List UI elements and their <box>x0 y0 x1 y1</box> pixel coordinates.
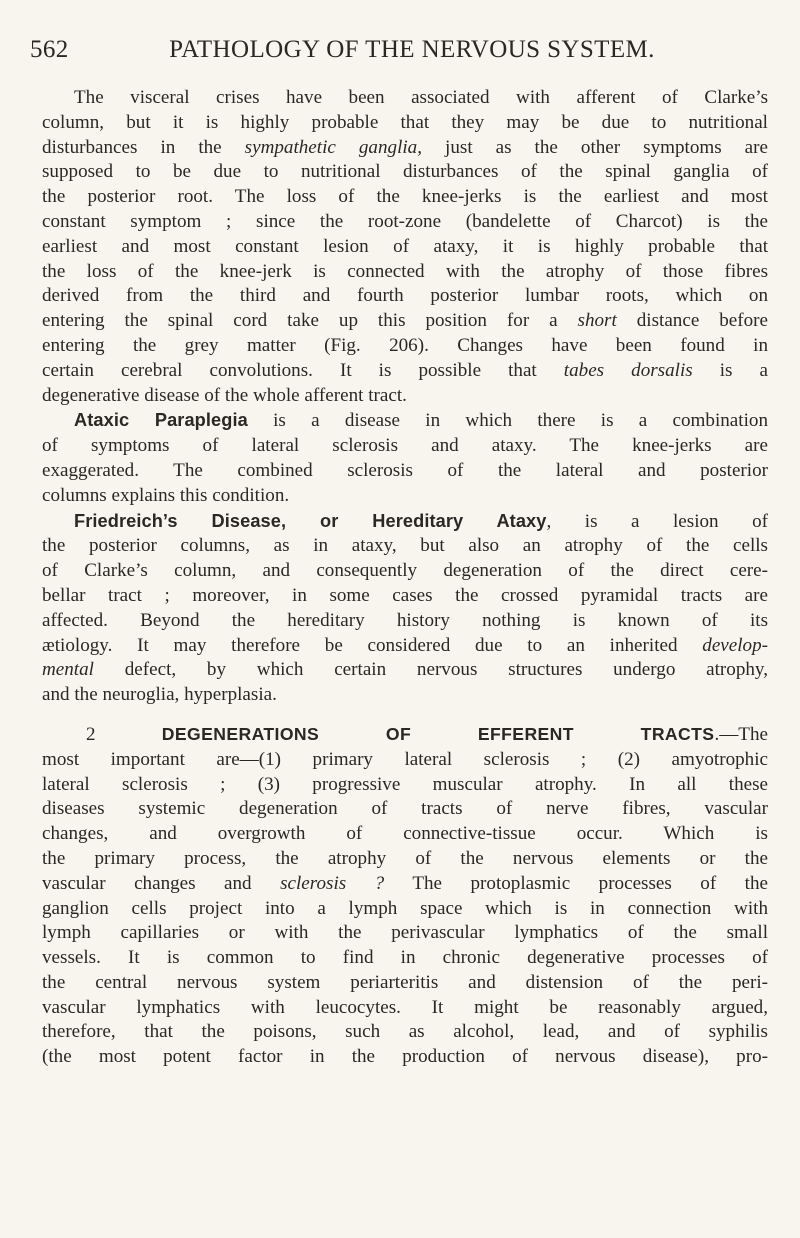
running-head: PATHOLOGY OF THE NERVOUS SYSTEM. <box>169 36 655 63</box>
paragraph-friedreichs-disease <box>42 509 768 708</box>
text-line: disturbances in the sympathetic ganglia, just as the other symptoms are <box>42 136 768 158</box>
paragraph-efferent-tracts <box>42 722 768 1070</box>
text-line: Ataxic Paraplegia is a disease in which there is a combination <box>74 410 768 432</box>
text-line: vessels. It is common to find in chronic degenerative processes of <box>42 947 768 969</box>
text-line: earliest and most constant lesion of ataxy, it is highly probable that <box>42 235 768 257</box>
text-line: affected. Beyond the hereditary history nothing is known of its <box>42 609 768 631</box>
text-line: lymph capillaries or with the perivascular lymphatics of the small <box>42 922 768 944</box>
text-line: of symptoms of lateral sclerosis and ataxy. The knee-jerks are <box>42 435 768 457</box>
italic-term: develop- <box>702 634 768 656</box>
text-line: entering the spinal cord take up this position for a short distance before <box>42 310 768 332</box>
page-header <box>30 34 770 66</box>
italic-term: sympathetic ganglia, <box>244 136 423 158</box>
text-line: exaggerated. The combined sclerosis of the lateral and posterior <box>42 459 768 481</box>
text-line: the primary process, the atrophy of the nervous elements or the <box>42 847 768 869</box>
text-line: the posterior columns, as in ataxy, but also an atrophy of the cells <box>42 535 768 557</box>
page-number: 562 <box>30 36 69 63</box>
body-text <box>42 86 768 1070</box>
text-line: certain cerebral convolutions. It is possible that tabes dorsalis is a <box>42 359 769 381</box>
text-line: bellar tract ; moreover, in some cases the crossed pyramidal tracts are <box>42 584 768 606</box>
section-heading: DEGENERATIONS OF EFFERENT TRACTS <box>161 723 715 744</box>
text-line: column, but it is highly probable that they may be due to nutritional <box>42 111 768 133</box>
italic-term: sclerosis ? <box>280 872 385 894</box>
text-line: diseases systemic degeneration of tracts of nerve fibres, vascular <box>42 798 768 820</box>
text-line: the central nervous system periarteritis and distension of the peri- <box>42 971 768 993</box>
text-line: ætiology. It may therefore be considered due to an inherited develop- <box>42 634 768 656</box>
paragraph-visceral-crises <box>42 86 768 408</box>
text-line: most important are—(1) primary lateral sclerosis ; (2) amyotrophic <box>42 748 768 770</box>
text-line: columns explains this condition. <box>42 484 290 506</box>
italic-term: mental <box>42 659 94 681</box>
text-line: the posterior root. The loss of the knee-jerks is the earliest and most <box>42 186 768 208</box>
text-line: (the most potent factor in the production of nervous disease), pro- <box>42 1046 768 1068</box>
text-line: therefore, that the poisons, such as alcohol, lead, and of syphilis <box>42 1021 768 1043</box>
text-line: lateral sclerosis ; (3) progressive muscular atrophy. In all these <box>42 773 768 795</box>
section-heading: Friedreich’s Disease, or Hereditary Ataxy <box>74 510 547 531</box>
text-line: derived from the third and fourth posterior lumbar roots, which on <box>42 285 768 307</box>
text-line: entering the grey matter (Fig. 206). Changes have been found in <box>42 334 768 356</box>
italic-term: short <box>577 310 617 332</box>
text-line: vascular changes and sclerosis ? The protoplasmic processes of the <box>42 872 768 894</box>
text-line: of Clarke’s column, and consequently degeneration of the direct cere- <box>42 560 768 582</box>
text-line: changes, and overgrowth of connective-tissue occur. Which is <box>42 823 768 845</box>
section-number: 2 <box>86 723 96 745</box>
text-line: vascular lymphatics with leucocytes. It might be reasonably argued, <box>42 996 768 1018</box>
text-line: degenerative disease of the whole afferent tract. <box>42 384 407 406</box>
text-line: the loss of the knee-jerk is connected with the atrophy of those fibres <box>42 260 768 282</box>
italic-term: tabes dorsalis <box>563 359 693 381</box>
text-line: 2 DEGENERATIONS OF EFFERENT TRACTS.—The <box>86 723 768 745</box>
text-line: The visceral crises have been associated with afferent of Clarke’s <box>74 87 768 108</box>
text-line: supposed to be due to nutritional disturbances of the spinal ganglia of <box>42 161 768 183</box>
text-line: mental defect, by which certain nervous structures undergo atrophy, <box>42 659 768 681</box>
paragraph-ataxic-paraplegia <box>42 408 768 508</box>
text-line: and the neuroglia, hyperplasia. <box>42 684 277 706</box>
text-line: Friedreich’s Disease, or Hereditary Ataxy, is a lesion of <box>74 510 769 532</box>
text-line: ganglion cells project into a lymph space which is in connection with <box>42 897 768 919</box>
text-line: constant symptom ; since the root-zone (bandelette of Charcot) is the <box>42 210 768 232</box>
section-heading: Ataxic Paraplegia <box>74 410 248 431</box>
